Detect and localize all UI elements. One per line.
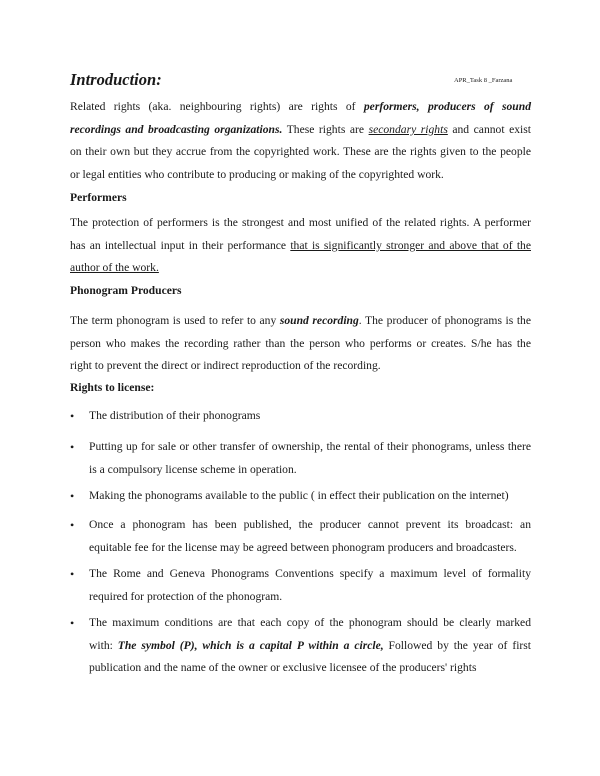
intro-line-4: or legal entities who contribute to producing or making of the copyrighted work. [70,167,444,181]
rights-heading: Rights to license: [70,381,155,394]
intro-line-1: Related rights (aka. neighbouring rights) are rights of performers, producers of sound [70,100,531,113]
phonogram-line-1: The term phonogram is used to refer to any sound recording. The producer of phonograms is the [70,314,531,327]
performers-heading: Performers [70,191,127,204]
performers-line-3: author of the work. [70,261,159,275]
phonogram-paragraph [70,310,531,378]
bullet-icon [70,514,90,538]
intro-line-2: recordings and broadcasting organizations. These rights are secondary rights and cannot exist [70,122,531,136]
page-title: Introduction: [70,70,162,89]
performers-line-1: The protection of performers is the strongest and most unified of the related rights. A performer [70,216,531,229]
list-item: • Once a phonogram has been published, the producer cannot prevent its broadcast: an equitable fee for the license may be agreed between phonogram producers and broadcasters. [70,514,531,559]
intro-paragraph [70,96,531,186]
list-item: • The maximum conditions are that each copy of the phonogram should be clearly marked with: The symbol (P), which is a capital P within a circle, Followed by the year of first publication and the name of the owner or exclusive licensee of the producers' rights [70,612,531,680]
list-item: • Putting up for sale or other transfer of ownership, the rental of their phonograms, unless there is a compulsory license scheme in operation. [70,436,531,481]
phonogram-line-3: right to prevent the direct or indirect reproduction of the recording. [70,359,381,373]
performers-line-2: has an intellectual input in their performance that is significantly stronger and above that of the [70,238,531,252]
list-item: • The Rome and Geneva Phonograms Conventions specify a maximum level of formality required for protection of the phonogram. [70,563,531,608]
bullet-icon [70,436,90,460]
list-item: • Making the phonograms available to the public ( in effect their publication on the internet) [70,485,531,508]
bullet-icon [70,563,90,587]
bullet-icon [70,485,90,509]
phonogram-line-2: person who makes the recording rather than the person who performs or creates. S/he has the [70,336,531,350]
list-item: • The distribution of their phonograms [70,405,531,428]
intro-line-3: on their own but they accrue from the copyrighted work. These are the rights given to the people [70,145,531,159]
document-tag: APR_Task 8 _Farzana [454,77,513,84]
bullet-icon [70,612,90,636]
phonogram-heading: Phonogram Producers [70,284,182,297]
performers-paragraph [70,212,531,280]
bullet-icon [70,405,90,429]
